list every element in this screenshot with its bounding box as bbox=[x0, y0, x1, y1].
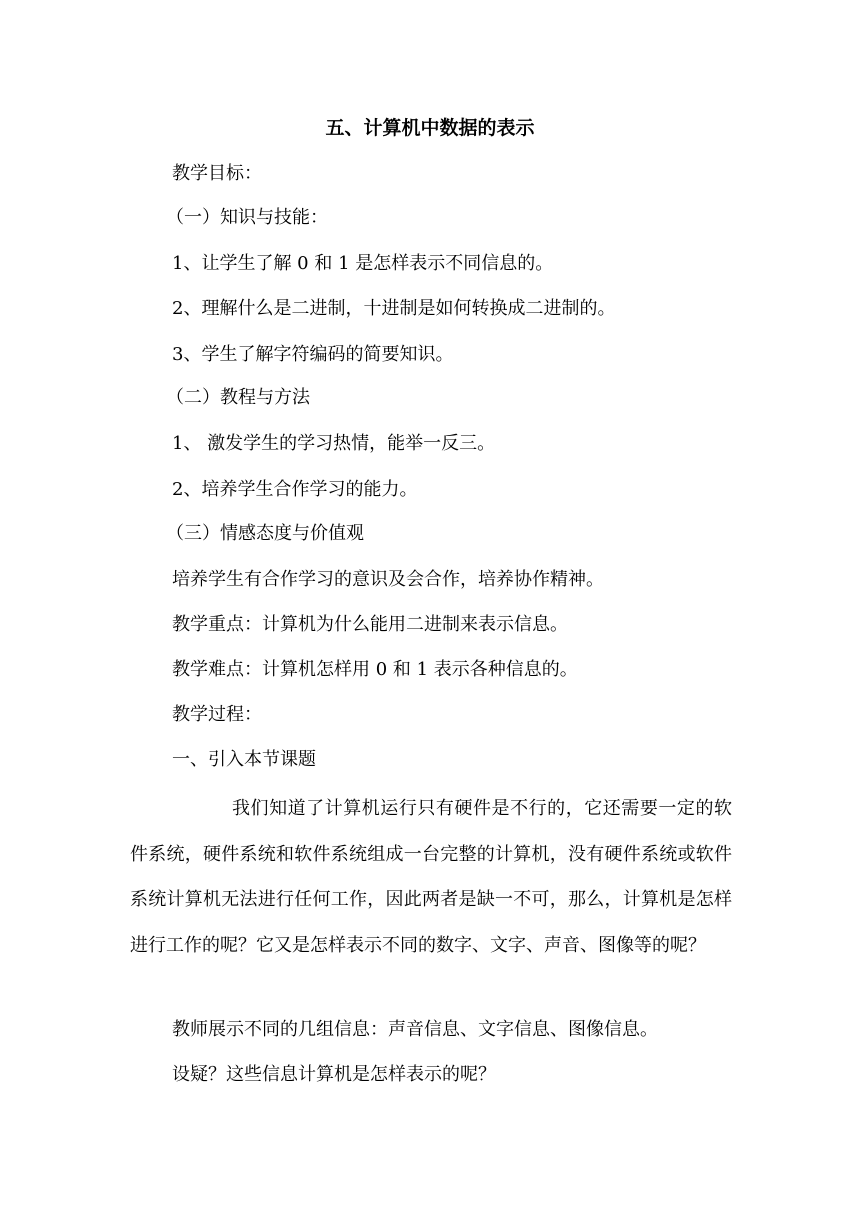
knowledge-item-3: 3、学生了解字符编码的简要知识。 bbox=[172, 344, 454, 365]
process-heading: 教学过程： bbox=[172, 704, 262, 725]
difficulty: 教学难点：计算机怎样用 0 和 1 表示各种信息的。 bbox=[172, 659, 578, 680]
attitude-text: 培养学生有合作学习的意识及会合作，培养协作精神。 bbox=[172, 569, 604, 590]
intro-paragraph: 我们知道了计算机运行只有硬件是不行的，它还需要一定的软件系统，硬件系统和软件系统组成一台完整的计算机，没有硬件系统或软件系统计算机无法进行任何工作，因此两者是缺一不可，那么，计算机是怎样进行工作的呢？它又是怎样表示不同的数字、文字、声音、图像等的呢？ bbox=[130, 798, 732, 956]
key-point: 教学重点：计算机为什么能用二进制来表示信息。 bbox=[172, 614, 568, 635]
goals-heading: 教学目标： bbox=[172, 163, 262, 184]
question-text: 设疑？这些信息计算机是怎样表示的呢？ bbox=[172, 1064, 496, 1085]
document-title: 五、计算机中数据的表示 bbox=[325, 117, 535, 139]
method-item-1: 1、 激发学生的学习热情，能举一反三。 bbox=[172, 433, 496, 454]
section-attitude-heading: （三）情感态度与价值观 bbox=[166, 523, 364, 544]
method-item-2: 2、培养学生合作学习的能力。 bbox=[172, 479, 418, 500]
knowledge-item-2: 2、理解什么是二进制，十进制是如何转换成二进制的。 bbox=[172, 298, 616, 319]
teacher-show-text: 教师展示不同的几组信息：声音信息、文字信息、图像信息。 bbox=[172, 1019, 658, 1040]
knowledge-item-1: 1、让学生了解 0 和 1 是怎样表示不同信息的。 bbox=[172, 253, 554, 274]
section-method-heading: （二）教程与方法 bbox=[166, 387, 310, 408]
part1-heading: 一、引入本节课题 bbox=[172, 749, 316, 770]
section-knowledge-heading: （一）知识与技能： bbox=[166, 207, 328, 228]
